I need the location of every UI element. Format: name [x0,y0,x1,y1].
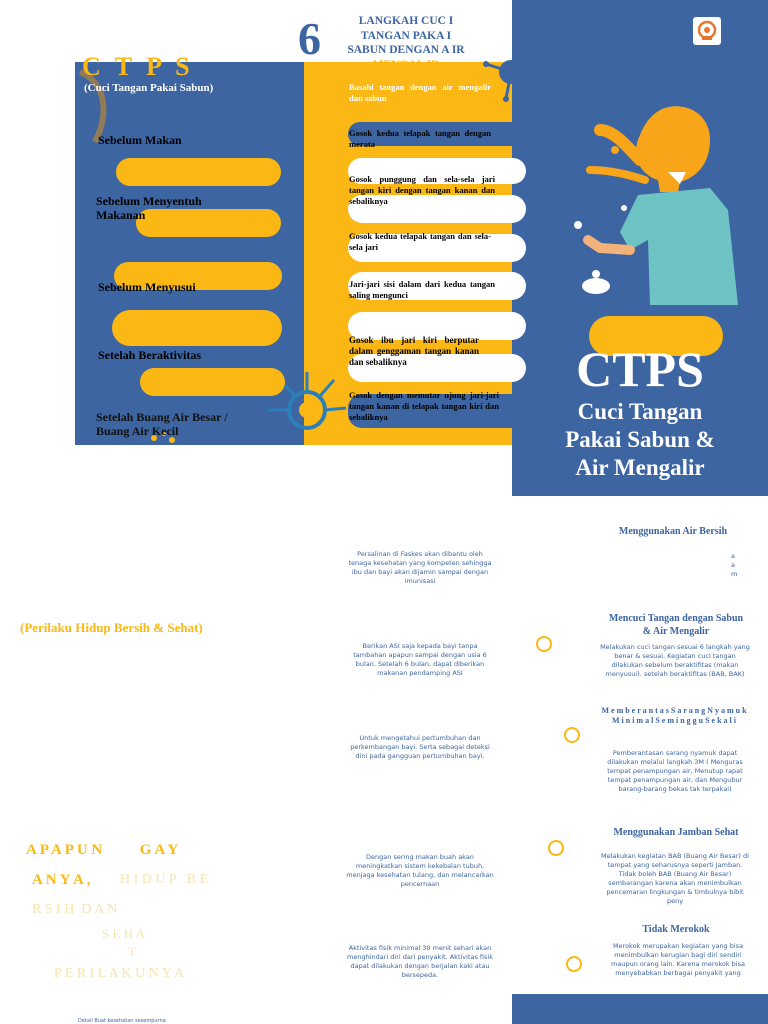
moment-label: Setelah Buang Air Besar / Buang Air Kecil [96,410,228,438]
slogan-line: R S I H D A N [32,902,118,917]
ctps-subtitle-left: (Cuci Tangan Pakai Sabun) [84,82,214,94]
ctps-title-left: C T P S [82,52,194,81]
header-number: 6 [298,13,321,64]
moment-pill [116,158,281,186]
info-text: Persalinan di Faskes akan dibantu oleh tenaga kesehatan yang kompeten sehingga ibu dan bayi akan dijamin sampai dengan imunisasi [348,550,492,585]
phbs-label: (Perilaku Hidup Bersih & Sehat) [20,620,203,635]
slogan-line: P E R I L A K U N Y A [54,966,185,981]
bullet-circle-icon [548,840,564,856]
header-title-line: TANGAN PAKA I [360,29,452,42]
slogan-line: T [128,944,136,959]
header-title-line: MENGAL IR [372,58,440,71]
item-text-fragment: a a m [731,552,738,578]
item-text [731,552,739,579]
footer-note: Detail Buat kesehatan sesempurna [78,1018,166,1024]
info-text: Dengan sering makan buah akan meningkatkan sistem kekebalan tubuh, menjaga kesehatan tulang, dan melancarkan pencernaan [346,853,494,888]
header-title-line: LANGKAH CUC I [358,15,454,27]
step-text: Gosok dengan memutar ujung jari-jari tangan kanan di telapak tangan kiri dan sebaliknya [349,390,499,422]
handwashing-illustration-icon [560,100,760,310]
item-title: Menggunakan Air Bersih [618,526,728,537]
step-text: Gosok ibu jari kiri berputar dalam genggaman tangan kanan dan sebaliknya [349,335,479,367]
info-text: Aktivitas fisik minimal 30 menit sehari akan menghindari diri dari penyakit. Aktivitas fisik dapat dilakukan dengan berjalan kaki atau bersepeda. [347,944,493,979]
moment-label: Sebelum Makan [98,133,182,147]
header-title-line: SABUN DENGAN A IR [347,44,465,56]
info-text: Untuk mengetahui pertumbuhan dan perkembangan bayi. Serta sebagai deteksi dini pada gangguan pertumbuhan bayi. [350,734,490,760]
header-title [338,14,474,72]
slogan-line: S E H A [102,926,145,941]
step-text: Basahi tangan dengan air mengalir dan sabun [349,82,491,103]
step-text: Jari-jari sisi dalam dari kedua tangan saling mengunci [349,279,495,300]
item-text: Pemberantasan sarang nyamuk dapat dilakukan melalui langkah 3M ( Menguras tempat penampungan air, Menutup rapat tempat penampungan air, dan Mengubur barang-barang bekas tak terpakai) [607,749,743,793]
bullet-circle-icon [564,727,580,743]
cover-title: CTPS [576,341,704,397]
bullet-circle-icon [536,636,552,652]
bullet-circle-icon [566,956,582,972]
cover-subtitle-line: Cuci Tangan [577,399,703,424]
cover-subtitle [512,398,768,482]
item-title: Menggunakan Jamban Sehat [613,827,739,838]
cover-subtitle-line: Air Mengalir [575,455,705,480]
logo-icon [693,17,721,45]
moment-label: Setelah Beraktivitas [98,348,201,362]
item-text: Melakukan cuci tangan sesuai 6 langkah yang benar & sesuai. Kegiatan cuci tangan dilakukan sebelum beraktifitas (makan menyusui). setelah beraktifitas (BAB, BAK) [600,643,750,678]
step-text: Gosok kedua telapak tangan dan sela-sela jari [349,231,491,252]
item-text: Merokok merupakan kegiatan yang bisa menimbulkan kerugian bagi diri sendiri maupun orang lain. Karena merokok bisa menyebabkan berbagai penyakit yang [611,942,745,977]
moment-label: Sebelum Menyentuh Makanan [96,194,202,222]
moment-label: Sebelum Menyusui [98,280,196,294]
slogan-line: A N Y A , [32,872,91,888]
moment-pill [112,310,282,346]
item-title: M e m b e r a n t a s S a r a n g N y a m u k M i n i m a l S e m i n g g u S e k a l i [601,706,747,725]
step-text: Gosok kedua telapak tangan dengan merata [349,128,491,149]
moment-pill [140,368,285,396]
slogan-line: A P A P U N G A Y [26,842,179,858]
slogan-line: H I D U P B E [120,872,209,887]
step-text: Gosok punggung dan sela-sela jari tangan kiri dengan tangan kanan dan sebaliknya [349,174,495,206]
item-title: Tidak Merokok [642,924,710,935]
item-title: Mencuci Tangan dengan Sabun & Air Mengalir [608,613,744,637]
item-text: Melakukan kegiatan BAB (Buang Air Besar) di tempat yang seharusnya seperti Jamban. Tidak boleh BAB (Buang Air Besar) sembarangan karena akan menimbulkan pencemaran lingkungan & timbulnya bibit peny [601,852,749,905]
cover-subtitle-line: Pakai Sabun & [565,427,715,452]
back-panel-strip [512,994,768,1024]
info-text: Berikan ASI saja kepada bayi tanpa tambahan apapun sampai dengan usia 6 bulan. Setelah 6 bulan, dapat diberikan makanan pendamping ASI [353,642,487,677]
